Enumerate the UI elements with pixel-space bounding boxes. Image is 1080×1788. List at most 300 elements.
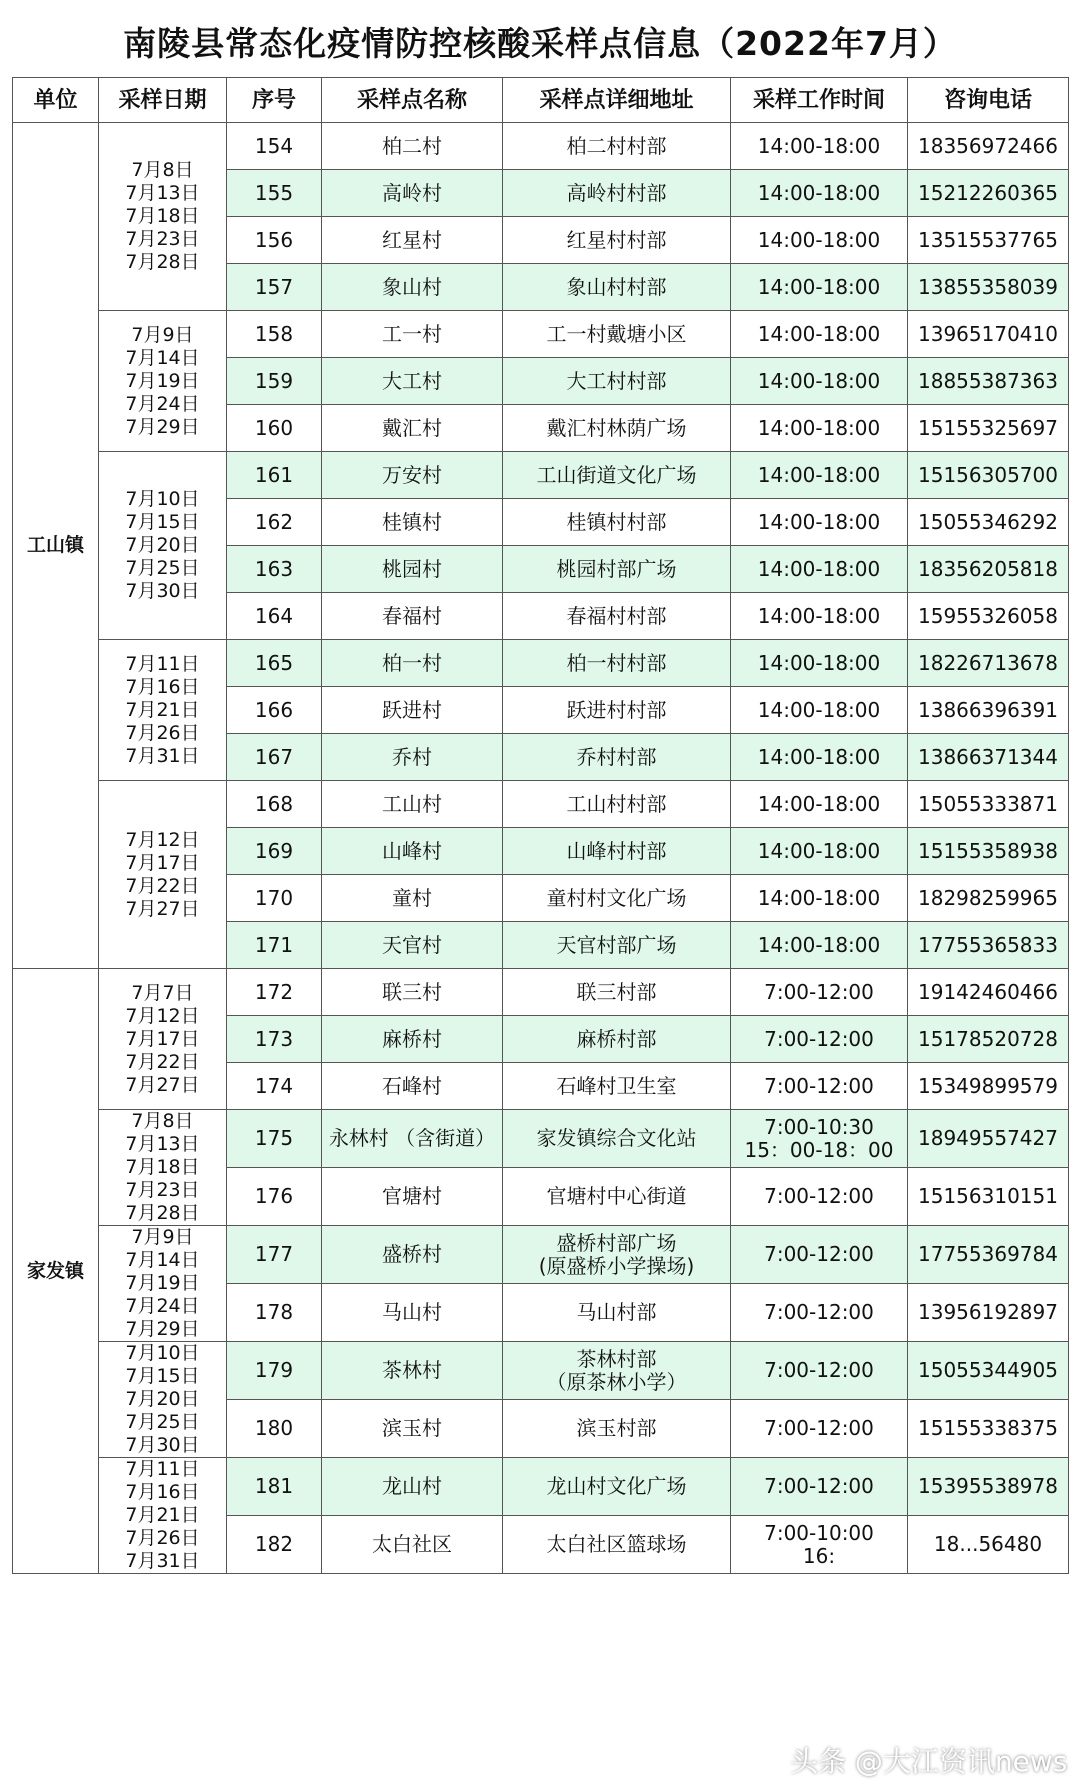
site-address-line: 天官村部广场	[556, 932, 677, 957]
row-number	[227, 452, 322, 499]
row-number	[227, 1110, 322, 1168]
site-address	[503, 593, 731, 640]
phone-number-line: 15955326058	[918, 603, 1058, 628]
row-number-line: 163	[254, 556, 294, 581]
work-time-line: 14:00-18:00	[757, 932, 881, 957]
row-number-line: 171	[254, 932, 294, 957]
site-address-line: 春福村村部	[566, 603, 667, 628]
site-address-line: 茶林村部	[576, 1346, 657, 1371]
table-row	[13, 452, 1069, 499]
date-group-cell	[99, 969, 227, 1110]
phone-number-line: 15178520728	[918, 1026, 1058, 1051]
site-address	[503, 170, 731, 217]
site-address-line: 太白社区篮球场	[546, 1532, 687, 1556]
site-address	[503, 687, 731, 734]
work-time	[731, 1284, 908, 1342]
sampling-date: 7月31日	[125, 1550, 200, 1572]
sampling-date: 7月15日	[125, 1365, 200, 1387]
site-address	[503, 264, 731, 311]
phone-number-line: 18226713678	[918, 650, 1058, 675]
row-number-line: 162	[254, 509, 294, 534]
site-address	[503, 546, 731, 593]
phone-number-line: 18356205818	[918, 556, 1058, 581]
work-time	[731, 640, 908, 687]
sampling-date: 7月13日	[125, 1133, 200, 1155]
work-time	[731, 1016, 908, 1063]
site-address-line: 工一村戴塘小区	[546, 321, 687, 346]
row-number	[227, 217, 322, 264]
sampling-date: 7月19日	[125, 369, 200, 392]
site-address	[503, 1458, 731, 1516]
phone-number	[908, 922, 1069, 969]
work-time	[731, 828, 908, 875]
work-time-line: 14:00-18:00	[757, 650, 881, 675]
site-name-line: 麻桥村	[382, 1026, 442, 1051]
site-name	[322, 1400, 503, 1458]
row-number-line: 168	[254, 791, 294, 816]
work-time-line: 7:00-12:00	[764, 1474, 874, 1498]
work-time-line: 14:00-18:00	[757, 462, 881, 487]
work-time-line: 14:00-18:00	[757, 744, 881, 769]
work-time	[731, 1110, 908, 1168]
row-number	[227, 1458, 322, 1516]
site-name	[322, 405, 503, 452]
phone-number	[908, 1226, 1069, 1284]
sampling-date: 7月18日	[125, 205, 200, 227]
phone-number-line: 15155358938	[918, 838, 1058, 863]
sampling-date: 7月20日	[125, 534, 200, 556]
site-address	[503, 452, 731, 499]
row-number-line: 158	[254, 321, 294, 346]
site-address	[503, 1516, 731, 1574]
site-address-line: 乔村村部	[576, 744, 657, 769]
phone-number	[908, 1400, 1069, 1458]
site-name	[322, 452, 503, 499]
sampling-date: 7月11日	[125, 652, 200, 675]
site-address	[503, 922, 731, 969]
site-address-line: 盛桥村部广场	[556, 1230, 677, 1255]
sampling-date: 7月29日	[125, 1318, 200, 1340]
sampling-date: 7月24日	[125, 392, 200, 415]
site-address-line: 官塘村中心街道	[546, 1184, 687, 1208]
site-name	[322, 640, 503, 687]
site-address-line-2: (原盛桥小学操场)	[538, 1253, 695, 1278]
sampling-date: 7月30日	[125, 580, 200, 602]
sampling-date: 7月15日	[125, 511, 200, 533]
site-name-line: 桂镇村	[382, 509, 442, 534]
work-time	[731, 358, 908, 405]
site-address	[503, 1110, 731, 1168]
work-time-line: 7:00-10:00	[764, 1520, 874, 1545]
phone-number-line: 13866371344	[918, 744, 1058, 769]
site-address-line: 柏一村村部	[566, 650, 667, 675]
site-name	[322, 170, 503, 217]
sampling-date: 7月10日	[125, 1342, 200, 1364]
work-time-line: 7:00-12:00	[764, 1242, 874, 1266]
site-name-line: 跃进村	[382, 697, 442, 722]
row-number-line: 181	[254, 1474, 294, 1498]
date-group-cell	[99, 452, 227, 640]
table-row	[13, 123, 1069, 170]
sampling-date: 7月12日	[125, 1004, 200, 1027]
row-number-line: 180	[254, 1416, 294, 1440]
site-name	[322, 123, 503, 170]
phone-number	[908, 1110, 1069, 1168]
sampling-date: 7月9日	[131, 323, 194, 346]
work-time	[731, 452, 908, 499]
site-name-line: 太白社区	[372, 1532, 452, 1556]
row-number-line: 173	[254, 1026, 294, 1051]
site-address	[503, 734, 731, 781]
row-number-line: 170	[254, 885, 294, 910]
site-address-line: 跃进村村部	[566, 697, 667, 722]
site-name	[322, 1063, 503, 1110]
row-number-line: 169	[254, 838, 294, 863]
sampling-date: 7月28日	[125, 251, 200, 273]
site-name-line: 春福村	[382, 603, 442, 628]
sampling-date: 7月27日	[125, 1073, 200, 1096]
phone-number-line: 15155338375	[918, 1416, 1058, 1440]
header-phone: 咨询电话	[908, 78, 1069, 123]
sampling-date: 7月16日	[125, 675, 200, 698]
row-number-line: 167	[254, 744, 294, 769]
site-address	[503, 1226, 731, 1284]
phone-number	[908, 640, 1069, 687]
work-time-line-2: 15：00-18：00	[744, 1137, 894, 1162]
site-address-line: 石峰村卫生室	[556, 1073, 677, 1098]
row-number-line: 176	[254, 1184, 294, 1208]
sampling-date: 7月26日	[125, 721, 200, 744]
row-number-line: 179	[254, 1358, 294, 1382]
site-name	[322, 734, 503, 781]
site-name	[322, 828, 503, 875]
site-name	[322, 593, 503, 640]
date-group-cell	[99, 123, 227, 311]
row-number-line: 157	[254, 274, 294, 299]
site-address	[503, 781, 731, 828]
row-number-line: 164	[254, 603, 294, 628]
table-row	[13, 1110, 1069, 1168]
table-row	[13, 969, 1069, 1016]
row-number	[227, 828, 322, 875]
row-number-line: 160	[254, 415, 294, 440]
site-address-line: 桂镇村村部	[566, 509, 667, 534]
work-time	[731, 405, 908, 452]
site-name	[322, 1516, 503, 1574]
sampling-table	[12, 77, 1069, 1574]
row-number-line: 156	[254, 227, 294, 252]
site-name	[322, 1168, 503, 1226]
site-address	[503, 217, 731, 264]
work-time-line: 14:00-18:00	[757, 556, 881, 581]
site-name	[322, 969, 503, 1016]
row-number	[227, 546, 322, 593]
phone-number	[908, 1284, 1069, 1342]
phone-number	[908, 170, 1069, 217]
site-address-line: 桃园村部广场	[556, 556, 677, 581]
phone-number-line: 13956192897	[918, 1300, 1058, 1324]
site-address-line: 工山村村部	[566, 791, 667, 816]
phone-number	[908, 1458, 1069, 1516]
phone-number-line: 15349899579	[918, 1073, 1058, 1098]
sampling-date: 7月17日	[125, 851, 200, 874]
site-name	[322, 875, 503, 922]
sampling-date: 7月26日	[125, 1527, 200, 1549]
site-name	[322, 1226, 503, 1284]
work-time-line: 14:00-18:00	[757, 415, 881, 440]
phone-number-line: 18298259965	[918, 885, 1058, 910]
row-number	[227, 593, 322, 640]
phone-number	[908, 593, 1069, 640]
header-address: 采样点详细地址	[503, 78, 731, 123]
work-time-line: 7:00-12:00	[764, 1184, 874, 1208]
row-number	[227, 1168, 322, 1226]
site-address	[503, 405, 731, 452]
work-time-line: 14:00-18:00	[757, 368, 881, 393]
sampling-date: 7月21日	[125, 1504, 200, 1526]
site-name	[322, 1284, 503, 1342]
phone-number-line: 19142460466	[918, 979, 1058, 1004]
sampling-date: 7月25日	[125, 557, 200, 579]
work-time	[731, 123, 908, 170]
site-name-line: 万安村	[382, 462, 442, 487]
table-row	[13, 1342, 1069, 1400]
site-address-line: 联三村部	[576, 979, 657, 1004]
phone-number-line: 17755369784	[918, 1242, 1058, 1266]
site-name-line: 石峰村	[382, 1073, 442, 1098]
row-number	[227, 499, 322, 546]
site-address-line: 家发镇综合文化站	[536, 1126, 697, 1150]
phone-number	[908, 358, 1069, 405]
sampling-date: 7月29日	[125, 415, 200, 438]
phone-number	[908, 546, 1069, 593]
work-time	[731, 170, 908, 217]
site-name	[322, 781, 503, 828]
work-time	[731, 1458, 908, 1516]
phone-number	[908, 969, 1069, 1016]
site-name-line: 桃园村	[382, 556, 442, 581]
work-time-line: 14:00-18:00	[757, 697, 881, 722]
site-address	[503, 1284, 731, 1342]
work-time-line: 14:00-18:00	[757, 509, 881, 534]
site-name-line: 大工村	[382, 368, 442, 393]
site-name-line: 乔村	[392, 744, 432, 769]
header-number: 序号	[227, 78, 322, 123]
table-row	[13, 1458, 1069, 1516]
work-time-line: 14:00-18:00	[757, 791, 881, 816]
phone-number	[908, 1516, 1069, 1574]
row-number	[227, 640, 322, 687]
work-time	[731, 499, 908, 546]
site-name-line: 柏一村	[382, 650, 442, 675]
row-number	[227, 1063, 322, 1110]
phone-number	[908, 452, 1069, 499]
table-row	[13, 781, 1069, 828]
work-time	[731, 969, 908, 1016]
sampling-date: 7月17日	[125, 1027, 200, 1050]
phone-number-line: 18...56480	[933, 1532, 1043, 1556]
site-name	[322, 687, 503, 734]
work-time-line: 7:00-12:00	[764, 979, 874, 1004]
watermark: 头条 @大江资讯news	[790, 1745, 1068, 1778]
site-address-line: 工山街道文化广场	[536, 462, 697, 487]
row-number	[227, 922, 322, 969]
site-address-line: 大工村村部	[566, 368, 667, 393]
sampling-date: 7月9日	[131, 1226, 194, 1248]
site-address	[503, 969, 731, 1016]
work-time-line: 14:00-18:00	[757, 885, 881, 910]
work-time	[731, 1168, 908, 1226]
sampling-date: 7月30日	[125, 1434, 200, 1456]
phone-number	[908, 405, 1069, 452]
phone-number-line: 15156310151	[918, 1184, 1058, 1208]
phone-number-line: 13965170410	[918, 321, 1058, 346]
phone-number	[908, 875, 1069, 922]
site-name-line: 戴汇村	[382, 415, 442, 440]
site-address	[503, 1400, 731, 1458]
site-address-line: 滨玉村部	[576, 1416, 657, 1440]
work-time-line: 14:00-18:00	[757, 227, 881, 252]
site-address-line: 麻桥村部	[576, 1026, 657, 1051]
site-name-line: 龙山村	[382, 1474, 442, 1498]
sampling-date: 7月8日	[131, 159, 194, 181]
row-number	[227, 123, 322, 170]
row-number	[227, 405, 322, 452]
sampling-date: 7月14日	[125, 346, 200, 369]
row-number-line: 155	[254, 180, 294, 205]
site-address	[503, 1063, 731, 1110]
sampling-date: 7月23日	[125, 228, 200, 250]
phone-number	[908, 217, 1069, 264]
sampling-date: 7月18日	[125, 1156, 200, 1178]
work-time	[731, 781, 908, 828]
site-name-line: 盛桥村	[382, 1242, 442, 1266]
date-group-cell	[99, 311, 227, 452]
phone-number	[908, 1168, 1069, 1226]
phone-number	[908, 499, 1069, 546]
phone-number-line: 13515537765	[918, 227, 1058, 252]
work-time	[731, 1516, 908, 1574]
work-time	[731, 311, 908, 358]
site-name-line: 象山村	[382, 274, 442, 299]
site-address	[503, 828, 731, 875]
unit-cell: 家发镇	[13, 969, 99, 1574]
phone-number-line: 13866396391	[918, 697, 1058, 722]
row-number	[227, 875, 322, 922]
row-number-line: 161	[254, 462, 294, 487]
sampling-date: 7月20日	[125, 1388, 200, 1410]
phone-number	[908, 1063, 1069, 1110]
work-time	[731, 1226, 908, 1284]
work-time	[731, 687, 908, 734]
site-address	[503, 1016, 731, 1063]
work-time-line: 7:00-12:00	[764, 1073, 874, 1098]
sampling-date: 7月27日	[125, 897, 200, 920]
header-date: 采样日期	[99, 78, 227, 123]
site-address-line: 戴汇村林荫广场	[546, 415, 687, 440]
sampling-date: 7月22日	[125, 874, 200, 897]
row-number	[227, 264, 322, 311]
date-group-cell	[99, 1110, 227, 1226]
date-group-cell	[99, 640, 227, 781]
work-time-line: 14:00-18:00	[757, 274, 881, 299]
sampling-date: 7月8日	[131, 1110, 194, 1132]
row-number-line: 165	[254, 650, 294, 675]
header-unit: 单位	[13, 78, 99, 123]
phone-number	[908, 311, 1069, 358]
phone-number	[908, 781, 1069, 828]
work-time-line: 14:00-18:00	[757, 180, 881, 205]
page-title: 南陵县常态化疫情防控核酸采样点信息（2022年7月）	[123, 23, 957, 63]
site-name	[322, 1458, 503, 1516]
site-address-line: 山峰村村部	[566, 838, 667, 863]
site-name	[322, 1110, 503, 1168]
row-number-line: 182	[254, 1532, 294, 1556]
site-name-line: 柏二村	[382, 133, 442, 158]
row-number	[227, 734, 322, 781]
date-group-cell	[99, 1458, 227, 1574]
row-number-line: 159	[254, 368, 294, 393]
date-group-cell	[99, 781, 227, 969]
row-number	[227, 1400, 322, 1458]
phone-number	[908, 734, 1069, 781]
sampling-date: 7月21日	[125, 698, 200, 721]
phone-number-line: 15055333871	[918, 791, 1058, 816]
phone-number-line: 15055346292	[918, 509, 1058, 534]
work-time	[731, 1342, 908, 1400]
site-address-line: 马山村部	[576, 1300, 657, 1324]
row-number	[227, 170, 322, 217]
work-time-line: 7:00-12:00	[764, 1416, 874, 1440]
site-name-line: 红星村	[382, 227, 442, 252]
row-number	[227, 1284, 322, 1342]
work-time-line: 14:00-18:00	[757, 133, 881, 158]
site-name-line: 联三村	[382, 979, 442, 1004]
work-time-line: 7:00-12:00	[764, 1300, 874, 1324]
row-number-line: 174	[254, 1073, 294, 1098]
row-number	[227, 781, 322, 828]
row-number-line: 172	[254, 979, 294, 1004]
phone-number	[908, 1016, 1069, 1063]
sampling-date: 7月14日	[125, 1249, 200, 1271]
site-name	[322, 264, 503, 311]
work-time-line: 7:00-12:00	[764, 1026, 874, 1051]
phone-number-line: 15055344905	[918, 1358, 1058, 1382]
site-name	[322, 922, 503, 969]
work-time-line: 14:00-18:00	[757, 838, 881, 863]
sampling-date: 7月31日	[125, 744, 200, 767]
phone-number-line: 15155325697	[918, 415, 1058, 440]
site-name-line: 天官村	[382, 932, 442, 957]
site-address-line: 童村村文化广场	[546, 885, 687, 910]
row-number	[227, 1516, 322, 1574]
date-group-cell	[99, 1342, 227, 1458]
site-address-line: 龙山村文化广场	[546, 1474, 687, 1498]
site-name-line: 山峰村	[382, 838, 442, 863]
site-name	[322, 217, 503, 264]
phone-number-line: 15212260365	[918, 180, 1058, 205]
phone-number	[908, 828, 1069, 875]
site-address	[503, 358, 731, 405]
site-address	[503, 875, 731, 922]
site-address	[503, 1168, 731, 1226]
table-body	[13, 123, 1069, 1574]
site-address	[503, 1342, 731, 1400]
row-number	[227, 358, 322, 405]
row-number	[227, 1226, 322, 1284]
row-number	[227, 969, 322, 1016]
site-address	[503, 123, 731, 170]
